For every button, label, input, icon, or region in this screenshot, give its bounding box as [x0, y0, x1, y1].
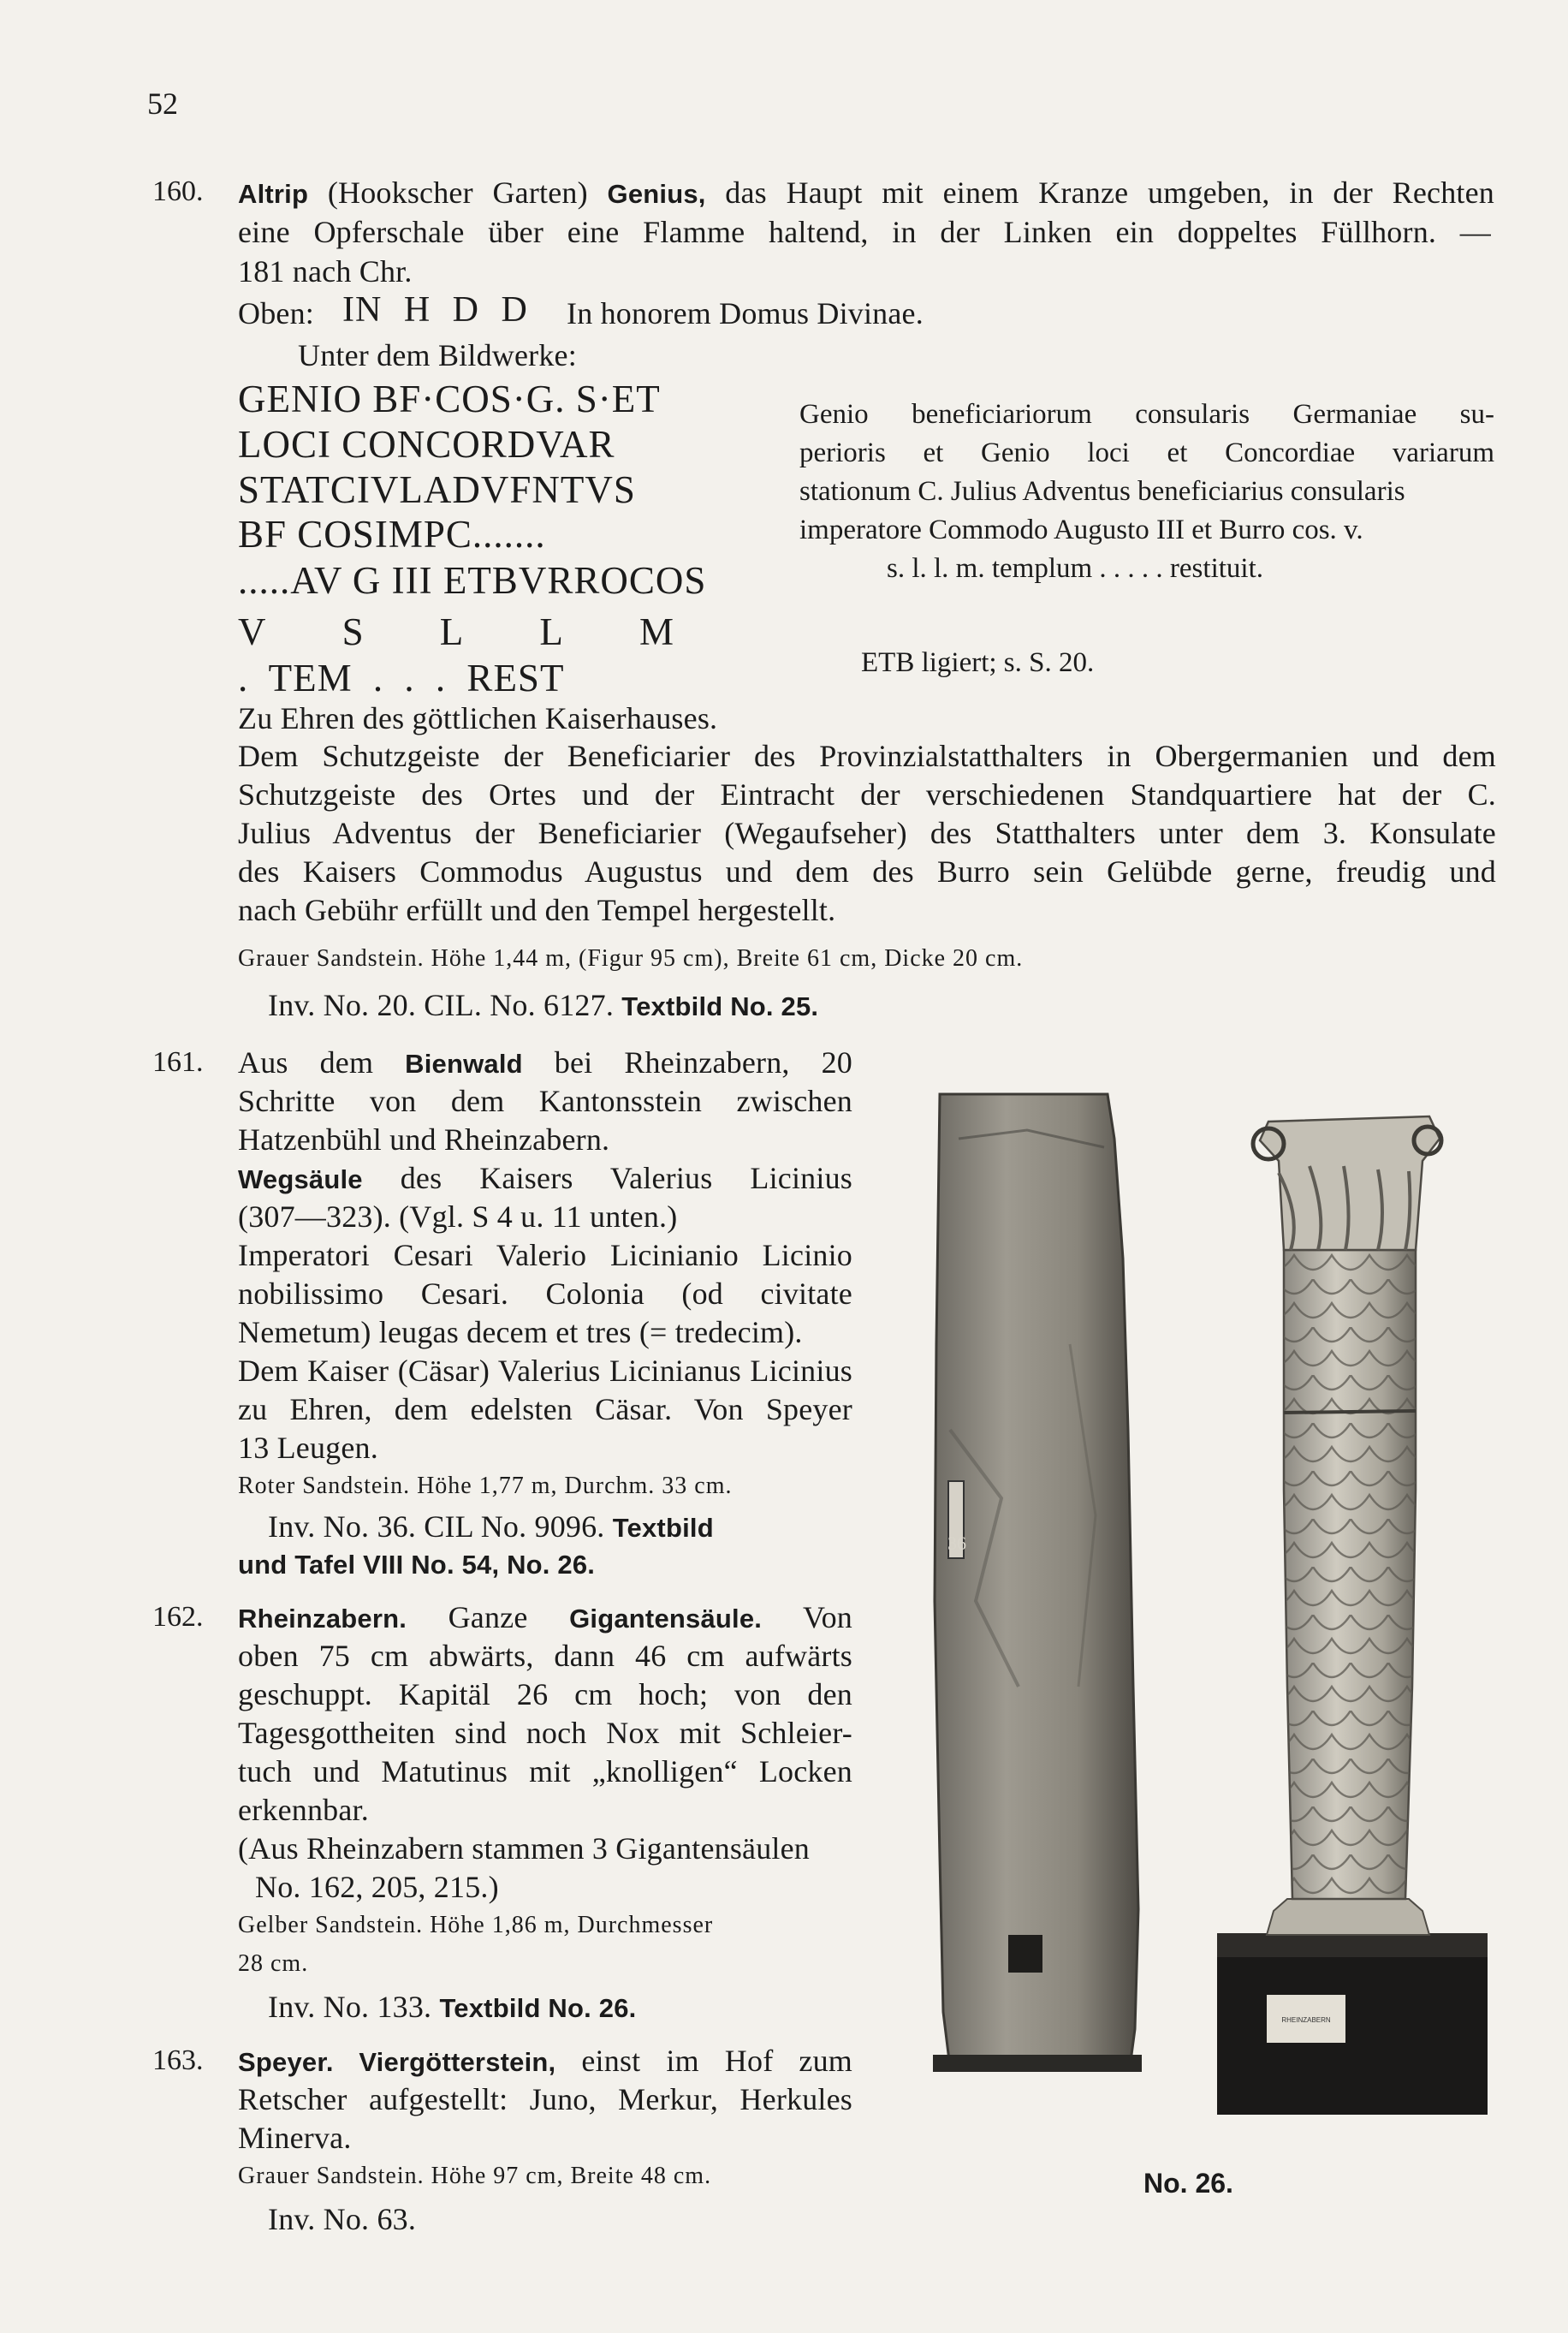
entry-162-line-1: Rheinzabern. Ganze Gigantensäule. Von — [238, 1600, 852, 1634]
place-rheinzabern: Rheinzabern. — [238, 1604, 407, 1634]
entry-161-material: Roter Sandstein. Höhe 1,77 m, Durchm. 33 cm. — [238, 1473, 733, 1499]
translation-line-1: Genio beneficiariorum consularis Germaniae su- — [799, 399, 1494, 430]
subject-gigantensaeule: Gigantensäule. — [569, 1604, 763, 1634]
entry-number-163: 163. — [152, 2044, 204, 2076]
entry-162-inventory: Inv. No. 133. Textbild No. 26. — [268, 1990, 637, 2024]
translation-line-3: stationum C. Julius Adventus beneficiarius consularis — [799, 476, 1405, 507]
entry-160-inventory: Inv. No. 20. CIL. No. 6127. Textbild No. 25. — [268, 988, 819, 1022]
entry-161-line-7: nobilissimo Cesari. Colonia (od civitate — [238, 1277, 852, 1311]
entry-160-german-2: Schutzgeiste des Ortes und der Eintracht der verschiedenen Standquartiere hat der C. — [238, 777, 1496, 812]
inscription-line-5: .....AV G III ETBVRROCOS — [238, 559, 707, 602]
figure-photograph — [899, 1087, 1498, 2140]
entry-160-line-1: Altrip (Hookscher Garten) Genius, das Haupt mit einem Kranze umgeben, in der Rechten — [238, 176, 1495, 210]
entry-161-line-6: Imperatori Cesari Valerio Licinianio Licinio — [238, 1238, 852, 1272]
unter-label: Unter dem Bildwerke: — [298, 338, 577, 372]
entry-162-line-4: Tagesgottheiten sind noch Nox mit Schleier- — [238, 1716, 852, 1750]
entry-160-german-4: des Kaisers Commodus Augustus und dem des Burro sein Gelübde gerne, freudig und — [238, 854, 1496, 889]
entry-161-line-1: Aus dem Bienwald bei Rheinzabern, 20 — [238, 1045, 852, 1080]
milestone-number: 36 — [947, 1533, 966, 1554]
entry-number-160: 160. — [152, 176, 204, 207]
column-label-text: RHEINZABERN — [1281, 2016, 1331, 2024]
oben-label: Oben: — [238, 296, 314, 330]
page-number: 52 — [147, 86, 178, 121]
entry-160-german-5: nach Gebühr erfüllt und den Tempel hergestellt. — [238, 893, 836, 927]
place-altrip: Altrip — [238, 179, 309, 209]
entry-161-line-10: zu Ehren, dem edelsten Cäsar. Von Speyer — [238, 1392, 852, 1426]
entry-161-line-11: 13 Leugen. — [238, 1431, 378, 1465]
entry-163-line-1: Speyer. Viergötterstein, einst im Hof zum — [238, 2044, 852, 2078]
entry-161-line-9: Dem Kaiser (Cäsar) Valerius Licinianus Licinius — [238, 1354, 852, 1388]
milestone-hole — [1008, 1935, 1042, 1973]
inscription-line-3: STATCIVLADVFNTVS — [238, 468, 636, 511]
entry-162-line-2: oben 75 cm abwärts, dann 46 cm aufwärts — [238, 1639, 852, 1673]
entry-161-inventory: Inv. No. 36. CIL No. 9096. Textbild — [268, 1509, 714, 1544]
entry-number-161: 161. — [152, 1046, 204, 1078]
place-speyer: Speyer. — [238, 2047, 334, 2077]
translation-line-5: s. l. l. m. templum . . . . . restituit. — [887, 553, 1263, 584]
inscription-line-7: . TEM . . . REST — [238, 657, 565, 699]
entry-162-line-5: tuch und Matutinus mit „knolligen“ Locken — [238, 1754, 852, 1788]
entry-163-material: Grauer Sandstein. Höhe 97 cm, Breite 48 cm. — [238, 2163, 712, 2189]
entry-160-german-3: Julius Adventus der Beneficiarier (Wegaufseher) des Statthalters unter dem 3. Konsulate — [238, 816, 1496, 850]
entry-161-line-2: Schritte von dem Kantonsstein zwischen — [238, 1084, 852, 1118]
entry-number-162: 162. — [152, 1601, 204, 1633]
entry-160-german-1: Dem Schutzgeiste der Beneficiarier des Provinzialstatthalters in Obergermanien und dem — [238, 739, 1496, 773]
entry-162-material-2: 28 cm. — [238, 1950, 309, 1977]
entry-162-line-3: geschuppt. Kapitäl 26 cm hoch; von den — [238, 1677, 852, 1711]
entry-161-line-3: Hatzenbühl und Rheinzabern. — [238, 1122, 610, 1157]
entry-160-line-2: eine Opferschale über eine Flamme haltend, in der Linken ein doppeltes Füllhorn. — — [238, 215, 1491, 249]
entry-160-material: Grauer Sandstein. Höhe 1,44 m, (Figur 95 cm), Breite 61 cm, Dicke 20 cm. — [238, 945, 1024, 972]
subject-viergoetterstein: Viergötterstein, — [333, 2047, 556, 2077]
entry-161-inventory-2: und Tafel VIII No. 54, No. 26. — [238, 1550, 596, 1580]
subject-wegsaeule: Wegsäule — [238, 1164, 363, 1194]
oben-translation: In honorem Domus Divinae. — [567, 296, 924, 330]
inscription-line-1: GENIO BF·COS·G. S·ET — [238, 378, 661, 420]
inscription-line-6: V S L L M — [238, 610, 674, 653]
entry-161-line-4: Wegsäule des Kaisers Valerius Licinius — [238, 1161, 852, 1195]
subject-genius: Genius, — [607, 179, 706, 209]
entry-162-material-1: Gelber Sandstein. Höhe 1,86 m, Durchmesser — [238, 1912, 714, 1938]
milestone-column — [933, 1094, 1142, 2072]
figure-caption: No. 26. — [1143, 2168, 1233, 2199]
entry-161-line-8: Nemetum) leugas decem et tres (= tredecim). — [238, 1315, 803, 1349]
entry-163-line-2: Retscher aufgestellt: Juno, Merkur, Herkules — [238, 2082, 852, 2116]
inscription-line-2: LOCI CONCORDVAR — [238, 423, 615, 466]
entry-162-line-7: (Aus Rheinzabern stammen 3 Gigantensäulen — [238, 1831, 811, 1866]
entry-160-zu-ehren: Zu Ehren des göttlichen Kaiserhauses. — [238, 701, 718, 735]
place-bienwald: Bienwald — [405, 1049, 523, 1079]
entry-160-line-3: 181 nach Chr. — [238, 254, 413, 289]
entry-163-inventory: Inv. No. 63. — [268, 2202, 417, 2236]
column-pedestal — [1217, 1933, 1488, 2115]
inscription-line-4: BF COSIMPC....... — [238, 513, 546, 556]
entry-162-line-8: No. 162, 205, 215.) — [255, 1870, 499, 1904]
entry-162-line-6: erkennbar. — [238, 1793, 369, 1827]
entry-161-line-5: (307—323). (Vgl. S 4 u. 11 unten.) — [238, 1199, 678, 1234]
giant-column — [1217, 1116, 1488, 2115]
translation-line-2: perioris et Genio loci et Concordiae variarum — [799, 437, 1494, 468]
translation-note: ETB ligiert; s. S. 20. — [861, 647, 1095, 678]
translation-line-4: imperatore Commodo Augusto III et Burro cos. v. — [799, 515, 1363, 545]
oben-inscription: IN H D D — [342, 290, 528, 330]
entry-163-line-3: Minerva. — [238, 2121, 352, 2155]
milestone-base — [933, 2055, 1142, 2072]
